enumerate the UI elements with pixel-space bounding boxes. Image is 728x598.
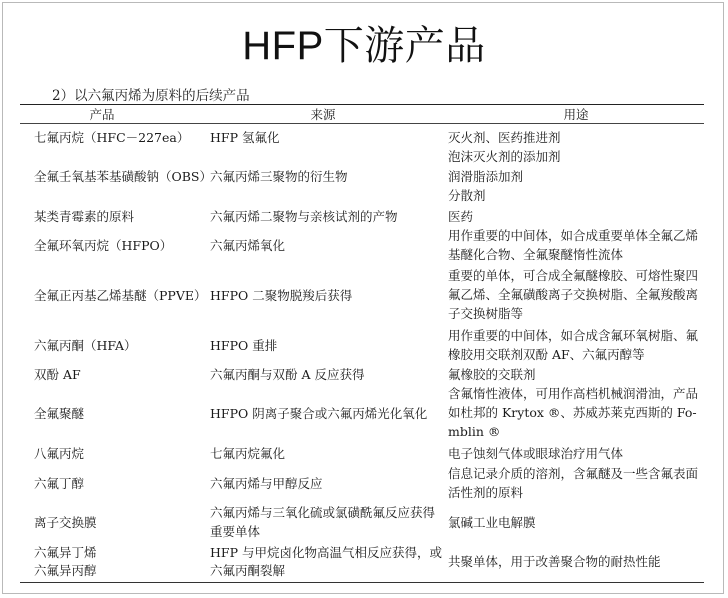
cell-use-line: 泡沫灭火剂的添加剂 [448, 149, 561, 164]
cell-source-line: 六氟丙酮裂解 [210, 563, 286, 578]
cell-product: 某类青霉素的原料 [34, 209, 135, 224]
cell-product: 离子交换膜 [34, 515, 97, 530]
cell-use-line: 分散剂 [448, 188, 486, 203]
cell-product: 七氟丙烷（HFC－227ea） [34, 130, 190, 145]
cell-source-line: HFP 与甲烷卤化物高温气相反应获得，或 [210, 545, 442, 560]
cell-use-line: 灭火剂、医药推进剂 [448, 130, 561, 145]
cell-use-line: 活性剂的原料 [448, 485, 524, 500]
cell-source: 六氟丙烯二聚物与亲核试剂的产物 [210, 209, 398, 224]
cell-source-line: 六氟丙烯与三氧化硫或氯磺酰氟反应获得 [210, 505, 436, 520]
cell-use-line: 氟橡胶的交联剂 [448, 367, 536, 382]
cell-use-line: 润滑脂添加剂 [448, 169, 524, 184]
cell-product: 全氟聚醚 [34, 406, 85, 421]
cell-use-line: 重要的单体，可合成全氟醚橡胶、可熔性聚四 [448, 268, 699, 283]
cell-source: 六氟丙烯氧化 [210, 238, 286, 253]
cell-source-line: 重要单体 [210, 524, 261, 539]
cell-use-line: 氯碱工业电解膜 [448, 515, 536, 530]
cell-source: HFPO 阴离子聚合或六氟丙烯光化氧化 [210, 406, 428, 421]
cell-source: HFP 氢氟化 [210, 130, 280, 145]
cell-use-line: 用作重要的中间体，如合成重要单体全氟乙烯 [448, 228, 699, 243]
cell-source: 七氟丙烷氟化 [210, 446, 286, 461]
table-bottom-rule [20, 582, 704, 583]
cell-use-line: 含氟惰性液体，可用作高档机械润滑油，产品 [448, 386, 699, 401]
cell-use-line: 基醚化合物、全氟聚醚惰性流体 [448, 247, 624, 262]
cell-product: 双酚 AF [34, 367, 81, 382]
cell-use-line: mblin ® [448, 424, 501, 439]
table-header-rule [20, 123, 704, 124]
cell-product-line: 六氟异丙醇 [34, 563, 97, 578]
cell-product: 全氟环氧丙烷（HFPO） [34, 238, 173, 253]
cell-product: 八氟丙烷 [34, 446, 85, 461]
cell-source: HFPO 重排 [210, 338, 278, 353]
cell-use-line: 如杜邦的 Krytox ®、苏威苏莱克西斯的 Fo- [448, 405, 697, 420]
cell-product: 六氟丁醇 [34, 476, 85, 491]
header-source: 来源 [310, 107, 336, 122]
cell-source: HFPO 二聚物脱羧后获得 [210, 288, 353, 303]
cell-use-line: 氟乙烯、全氟磺酸离子交换树脂、全氟羧酸离 [448, 287, 699, 302]
page-title: HFP下游产品 [242, 24, 486, 68]
cell-use-line: 子交换树脂等 [448, 306, 524, 321]
cell-use-line: 共聚单体，用于改善聚合物的耐热性能 [448, 554, 661, 569]
cell-product: 六氟丙酮（HFA） [34, 338, 137, 353]
cell-product: 全氟壬氧基苯基磺酸钠（OBS） [34, 169, 212, 184]
cell-use-line: 用作重要的中间体，如合成含氟环氧树脂、氟 [448, 328, 699, 343]
cell-use-line: 电子蚀刻气体或眼球治疗用气体 [448, 446, 624, 461]
cell-source: 六氟丙烯与甲醇反应 [210, 476, 323, 491]
cell-source: 六氟丙烯三聚物的衍生物 [210, 169, 348, 184]
header-use: 用途 [563, 107, 589, 122]
cell-use-line: 橡胶用交联剂双酚 AF、六氟丙醇等 [448, 347, 645, 362]
cell-product: 全氟正丙基乙烯基醚（PPVE） [34, 288, 207, 303]
cell-use-line: 信息记录介质的溶剂，含氟醚及一些含氟表面 [448, 466, 699, 481]
header-product: 产品 [89, 107, 115, 122]
cell-source: 六氟丙酮与双酚 A 反应获得 [210, 367, 365, 382]
cell-product-line: 六氟异丁烯 [34, 545, 97, 560]
cell-use-line: 医药 [448, 209, 474, 224]
table-caption: 2）以六氟丙烯为原料的后续产品 [52, 88, 250, 104]
